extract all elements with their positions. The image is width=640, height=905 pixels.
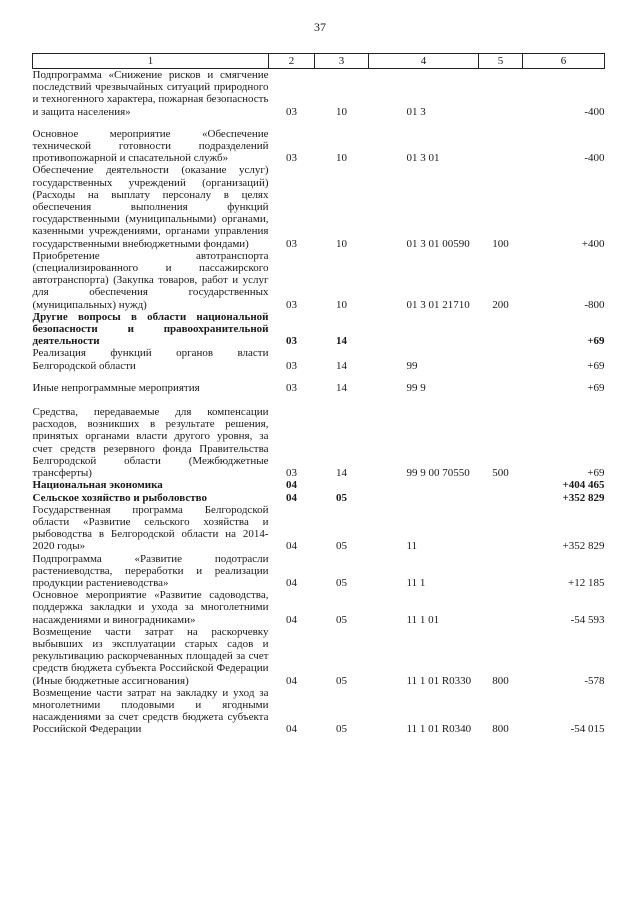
section-code: 03 xyxy=(286,359,297,372)
row-name: Основное мероприятие «Развитие садоводства, поддержка закладки и ухода за многолетними насаждениями и виноградниками» xyxy=(32,589,269,626)
table-row xyxy=(33,164,605,249)
row-name: Национальная экономика xyxy=(32,479,163,492)
target-article-code: 11 xyxy=(406,540,418,553)
row-name: Подпрограмма «Снижение рисков и смягчение последствий чрезвычайных ситуаций природного и техногенного характера, пожарная безопасность и защита населения» xyxy=(32,69,269,118)
subsection-code: 14 xyxy=(336,359,347,372)
amount: +404 465 xyxy=(562,479,605,492)
target-article-code: 11 1 01 xyxy=(406,613,440,626)
section-code: 03 xyxy=(286,237,297,250)
row-name: Возмещение части затрат на раскорчевку выбывших из эксплуатации старых садов и рекультивацию раскорчеванных площадей за счет средств бюджета субъекта Российской Федерации (Иные бюджетные ассигнования) xyxy=(32,625,269,687)
expense-type-code: 500 xyxy=(492,467,509,480)
expense-type-code xyxy=(479,504,523,553)
table-row xyxy=(33,311,605,348)
expense-type-code xyxy=(479,553,523,590)
row-name: Иные непрограммные мероприятия xyxy=(32,381,200,394)
amount: +69 xyxy=(587,335,605,348)
header-row xyxy=(33,54,605,69)
section-code: 03 xyxy=(286,105,297,118)
expense-type-code: 100 xyxy=(492,237,509,250)
target-article-code xyxy=(369,492,479,504)
subsection-code xyxy=(315,479,369,491)
expense-type-code xyxy=(479,479,523,491)
target-article-code: 01 3 01 00590 xyxy=(406,237,470,250)
table-row xyxy=(33,479,605,491)
subsection-code: 14 xyxy=(336,381,347,394)
target-article-code: 11 1 01 R0330 xyxy=(406,674,472,687)
subsection-code: 14 xyxy=(336,335,347,348)
expense-type-code xyxy=(479,118,523,165)
section-code: 03 xyxy=(286,335,297,348)
table-row xyxy=(33,504,605,553)
row-name: Реализация функций органов власти Белгородской области xyxy=(32,347,269,372)
target-article-code: 01 3 01 21710 xyxy=(406,298,470,311)
expense-type-code xyxy=(479,347,523,371)
subsection-code: 05 xyxy=(336,540,347,553)
row-name: Возмещение части затрат на закладку и уход за многолетними плодовыми и ягодными насаждениями за счет средств бюджета субъекта Российской Федерации xyxy=(32,686,269,736)
table-row xyxy=(33,118,605,165)
amount: +69 xyxy=(587,359,605,372)
amount: +400 xyxy=(581,237,605,250)
amount: -400 xyxy=(584,105,605,118)
row-name: Сельское хозяйство и рыболовство xyxy=(32,491,207,504)
target-article-code: 11 1 01 R0340 xyxy=(406,723,472,736)
subsection-code: 05 xyxy=(336,576,347,589)
budget-table xyxy=(32,53,605,736)
header-cell: 1 xyxy=(33,54,269,69)
subsection-code: 05 xyxy=(336,674,347,687)
table-row xyxy=(33,553,605,590)
target-article-code: 99 9 00 70550 xyxy=(406,467,470,480)
section-code: 03 xyxy=(286,152,297,165)
section-code: 03 xyxy=(286,467,297,480)
row-name: Другие вопросы в области национальной безопасности и правоохранительной деятельности xyxy=(32,310,269,348)
expense-type-code xyxy=(479,589,523,626)
page-number: 37 xyxy=(314,20,326,34)
expense-type-code: 800 xyxy=(492,674,509,687)
table-row xyxy=(33,687,605,736)
header-cell: 6 xyxy=(523,54,605,69)
expense-type-code: 200 xyxy=(492,298,509,311)
amount: +69 xyxy=(587,467,605,480)
section-code: 04 xyxy=(286,540,297,553)
row-name: Государственная программа Белгородской области «Развитие сельского хозяйства и рыбоводства в Белгородской области на 2014-2020 годы» xyxy=(32,503,269,553)
row-name: Обеспечение деятельности (оказание услуг) государственных учреждений (организаций) (Расходы на выплату персоналу в целях обеспечения выполнения функций государственными (муниципальными) органами, казенными учреждениями, органами управления государственными внебюджетными фондами) xyxy=(32,164,269,250)
target-article-code: 99 xyxy=(406,359,418,372)
expense-type-code xyxy=(479,372,523,394)
subsection-code: 05 xyxy=(336,491,347,504)
amount: -800 xyxy=(584,298,605,311)
table-row xyxy=(33,589,605,626)
amount: +69 xyxy=(587,381,605,394)
amount: -54 015 xyxy=(570,723,605,736)
table-row xyxy=(33,250,605,311)
amount: +12 185 xyxy=(568,576,605,589)
expense-type-code xyxy=(479,492,523,504)
header-cell: 2 xyxy=(269,54,315,69)
amount: +352 829 xyxy=(562,491,605,504)
target-article-code xyxy=(369,479,479,491)
header-cell: 4 xyxy=(369,54,479,69)
subsection-code: 10 xyxy=(336,298,347,311)
subsection-code: 10 xyxy=(336,105,347,118)
subsection-code: 05 xyxy=(336,613,347,626)
row-name: Приобретение автотранспорта (специализированного и пассажирского автотранспорта) (Закупка товаров, работ и услуг для обеспечения государственных (муниципальных) нужд) xyxy=(32,249,269,311)
target-article-code: 11 1 xyxy=(406,576,426,589)
table-row xyxy=(33,626,605,687)
target-article-code: 01 3 01 xyxy=(406,152,440,165)
section-code: 04 xyxy=(286,576,297,589)
section-code: 04 xyxy=(286,479,297,492)
table-row xyxy=(33,69,605,118)
row-name: Основное мероприятие «Обеспечение технической готовности подразделений противопожарной и спасательной служб» xyxy=(32,127,269,165)
section-code: 04 xyxy=(286,613,297,626)
section-code: 04 xyxy=(286,723,297,736)
row-name: Средства, передаваемые для компенсации расходов, возникших в результате решения, принятых органами власти другого уровня, за счет средств резервного фонда Правительства Белгородской области (Межбюджетные трансферты) xyxy=(32,406,269,480)
section-code: 03 xyxy=(286,381,297,394)
subsection-code: 14 xyxy=(336,467,347,480)
amount: -54 593 xyxy=(570,613,605,626)
target-article-code xyxy=(369,311,479,348)
table-row xyxy=(33,492,605,504)
amount: +352 829 xyxy=(562,540,605,553)
expense-type-code xyxy=(479,69,523,118)
subsection-code: 10 xyxy=(336,152,347,165)
subsection-code: 05 xyxy=(336,723,347,736)
table-row xyxy=(33,372,605,394)
section-code: 04 xyxy=(286,674,297,687)
amount: -400 xyxy=(584,152,605,165)
table-row xyxy=(33,394,605,479)
subsection-code: 10 xyxy=(336,237,347,250)
section-code: 03 xyxy=(286,298,297,311)
table-row xyxy=(33,347,605,371)
header-cell: 3 xyxy=(315,54,369,69)
header-cell: 5 xyxy=(479,54,523,69)
expense-type-code: 800 xyxy=(492,723,509,736)
amount: -578 xyxy=(584,674,605,687)
target-article-code: 99 9 xyxy=(406,381,426,394)
target-article-code: 01 3 xyxy=(406,105,426,118)
row-name: Подпрограмма «Развитие подотрасли растениеводства, переработки и реализации продукции растениеводства» xyxy=(32,552,269,589)
expense-type-code xyxy=(479,311,523,348)
section-code: 04 xyxy=(286,491,297,504)
